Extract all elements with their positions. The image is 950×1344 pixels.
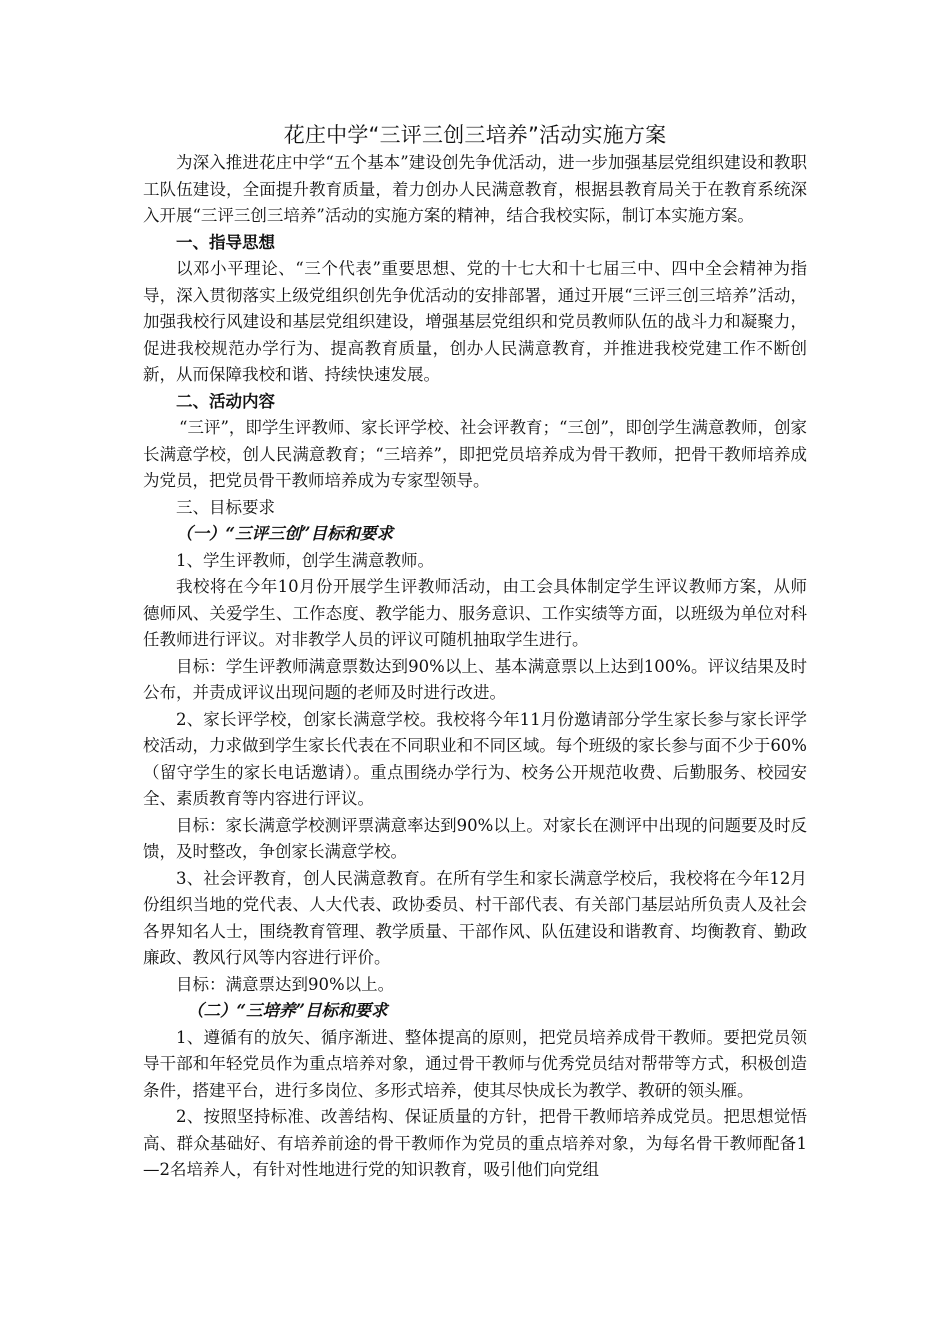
section-heading-activity-content: 二、活动内容 <box>176 391 275 411</box>
item-parent-evaluation-goal: 目标：家长满意学校测评票满意率达到90%以上。对家长在测评中出现的问题要及时反馈，及时整改，争创家长满意学校。 <box>143 815 807 861</box>
section-heading-goals: 三、目标要求 <box>176 497 275 517</box>
item-cultivation-2-body: 2、按照坚持标准、改善结构、保证质量的方针，把骨干教师培养成党员。把思想觉悟高、群众基础好、有培养前途的骨干教师作为党员的重点培养对象，为每名骨干教师配备1—2名培养人，有针对性地进行党的知识教育，吸引他们向党组 <box>143 1107 807 1179</box>
subsection-heading-three-evaluations: （一）“三评三创”目标和要求 <box>176 524 393 543</box>
guiding-thought-paragraph: 以邓小平理论、“三个代表”重要思想、党的十七大和十七届三中、四中全会精神为指导，深入贯彻落实上级党组织创先争优活动的安排部署，通过开展“三评三创三培养”活动，加强我校行风建设和基层党组织建设，增强基层党组织和党员教师队伍的战斗力和凝聚力，促进我校规范办学行为、提高教育质量，创办人民满意教育，并推进我校党建工作不断创新，从而保障我校和谐、持续快速发展。 <box>143 259 807 384</box>
item-cultivation-1-body: 1、遵循有的放矢、循序渐进、整体提高的原则，把党员培养成骨干教师。要把党员领导干部和年轻党员作为重点培养对象，通过骨干教师与优秀党员结对帮带等方式，积极创造条件，搭建平台，进行多岗位、多形式培养，使其尽快成长为教学、教研的领头雁。 <box>143 1027 807 1100</box>
item-parent-evaluation-body: 2、家长评学校，创家长满意学校。我校将今年11月份邀请部分学生家长参与家长评学校活动，力求做到学生家长代表在不同职业和不同区域。每个班级的家长参与面不少于60%（留守学生的家长电话邀请）。重点围绕办学行为、校务公开规范收费、后勤服务、校园安全、素质教育等内容进行评议。 <box>143 709 807 808</box>
subsection-heading-three-cultivations: （二）“三培养”目标和要求 <box>187 1001 388 1020</box>
document-title: 花庄中学“三评三创三培养”活动实施方案 <box>283 123 667 147</box>
item-society-evaluation-goal: 目标：满意票达到90%以上。 <box>176 974 395 994</box>
activity-content-paragraph: “三评”，即学生评教师、家长评学校、社会评教育；“三创”，即创学生满意教师，创家长满意学校，创人民满意教育；“三培养”，即把党员培养成为骨干教师，把骨干教师培养成为党员，把党员骨干教师培养成为专家型领导。 <box>143 418 807 490</box>
item-student-evaluation-title: 1、学生评教师，创学生满意教师。 <box>176 550 434 570</box>
item-student-evaluation-goal: 目标：学生评教师满意票数达到90%以上、基本满意票以上达到100%。评议结果及时公布，并责成评议出现问题的老师及时进行改进。 <box>143 656 807 702</box>
section-heading-guiding-thought: 一、指导思想 <box>176 232 275 252</box>
intro-paragraph: 为深入推进花庄中学“五个基本”建设创先争优活动，进一步加强基层党组织建设和教职工队伍建设，全面提升教育质量，着力创办人民满意教育，根据县教育局关于在教育系统深入开展“三评三创三培养”活动的实施方案的精神，结合我校实际，制订本实施方案。 <box>143 153 807 225</box>
item-student-evaluation-body: 我校将在今年10月份开展学生评教师活动，由工会具体制定学生评议教师方案，从师德师风、关爱学生、工作态度、教学能力、服务意识、工作实绩等方面，以班级为单位对科任教师进行评议。对非教学人员的评议可随机抽取学生进行。 <box>143 577 807 649</box>
item-society-evaluation-body: 3、社会评教育，创人民满意教育。在所有学生和家长满意学校后，我校将在今年12月份组织当地的党代表、人大代表、政协委员、村干部代表、有关部门基层站所负责人及社会各界知名人士，围绕教育管理、教学质量、干部作风、队伍建设和谐教育、均衡教育、勤政廉政、教风行风等内容进行评价。 <box>143 868 807 967</box>
document-body <box>143 120 807 1184</box>
